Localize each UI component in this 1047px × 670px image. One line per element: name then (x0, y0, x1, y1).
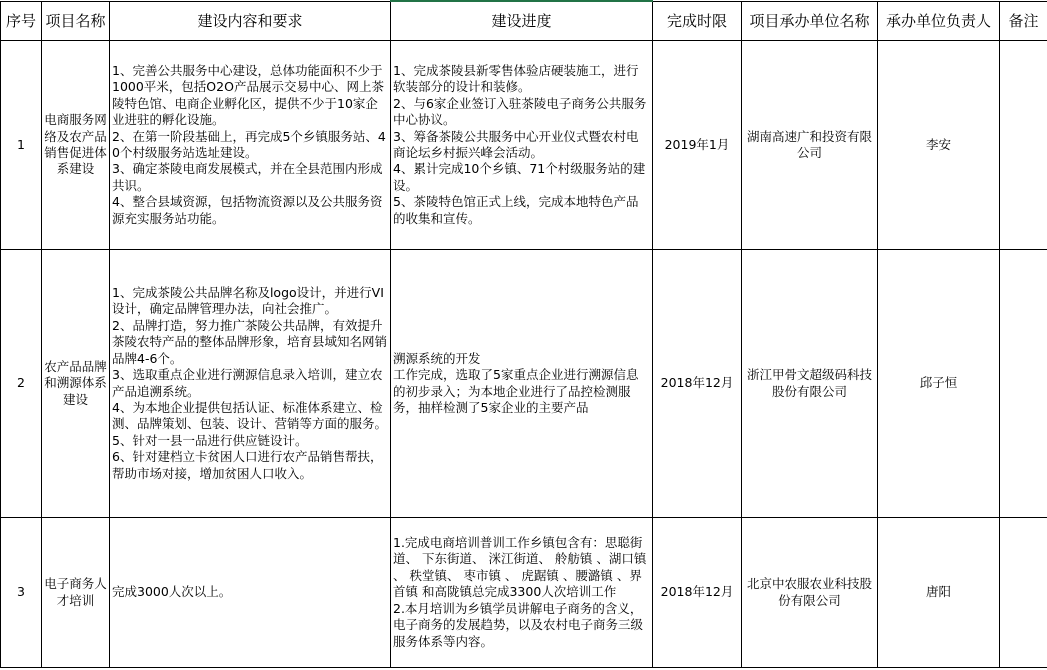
header-progress[interactable]: 建设进度 (391, 1, 653, 41)
cell-person[interactable]: 邱子恒 (878, 250, 1000, 518)
cell-content[interactable]: 完成3000人次以上。 (110, 518, 391, 668)
header-person[interactable]: 承办单位负责人 (878, 1, 1000, 41)
cell-progress[interactable]: 1.完成电商培训普训工作乡镇包含有：思聪街道、 下东街道、 洣江街道、 舲舫镇 、湖口镇 、 秩堂镇、 枣市镇 、 虎踞镇 、腰潞镇 、界首镇 和高陇镇总完成3300人次培训工作 2.本月培训为乡镇学员讲解电子商务的含义，电子商务的发展趋势，以及农村电子商务三级服务体系等内容。 (391, 518, 653, 668)
cell-note[interactable] (1000, 41, 1047, 250)
cell-org[interactable]: 浙江甲骨文超级码科技股份有限公司 (742, 250, 878, 518)
cell-person[interactable]: 李安 (878, 41, 1000, 250)
cell-content[interactable]: 1、完成茶陵公共品牌名称及logo设计，并进行VI设计，确定品牌管理办法，向社会推广。 2、品牌打造，努力推广茶陵公共品牌，有效提升茶陵农特产品的整体品牌形象，培育县域知名网销品牌4-6个。 3、选取重点企业进行溯源信息录入培训，建立农产品追溯系统。 4、为本地企业提供包括认证、标准体系建立、检测、品牌策划、包装、设计、营销等方面的服务。 5、针对一县一品进行供应链设计。 6、针对建档立卡贫困人口进行农产品销售帮扶，帮助市场对接，增加贫困人口收入。 (110, 250, 391, 518)
header-note[interactable]: 备注 (1000, 1, 1047, 41)
cell-note[interactable] (1000, 250, 1047, 518)
cell-person[interactable]: 唐阳 (878, 518, 1000, 668)
cell-project-name[interactable]: 电子商务人才培训 (42, 518, 110, 668)
header-content[interactable]: 建设内容和要求 (110, 1, 391, 41)
cell-project-name[interactable]: 电商服务网络及农产品销售促进体系建设 (42, 41, 110, 250)
header-org[interactable]: 项目承办单位名称 (742, 1, 878, 41)
cell-progress[interactable]: 溯源系统的开发 工作完成，选取了5家重点企业进行溯源信息的初步录入；为本地企业进行了品控检测服务，抽样检测了5家企业的主要产品 (391, 250, 653, 518)
cell-seq[interactable]: 1 (1, 41, 42, 250)
cell-progress[interactable]: 1、完成茶陵县新零售体验店硬装施工，进行软装部分的设计和装修。 2、与6家企业签订入驻茶陵电子商务公共服务中心协议。 3、筹备茶陵公共服务中心开业仪式暨农村电商论坛乡村振兴峰会活动。 4、累计完成10个乡镇、71个村级服务站的建设。 5、茶陵特色馆正式上线，完成本地特色产品的收集和宣传。 (391, 41, 653, 250)
cell-org[interactable]: 北京中农服农业科技股份有限公司 (742, 518, 878, 668)
header-row (1, 1, 1047, 41)
table-row (1, 250, 1047, 518)
cell-deadline[interactable]: 2018年12月 (653, 250, 742, 518)
cell-deadline[interactable]: 2018年12月 (653, 518, 742, 668)
cell-org[interactable]: 湖南高速广和投资有限公司 (742, 41, 878, 250)
table-row (1, 41, 1047, 250)
header-seq[interactable]: 序号 (1, 1, 42, 41)
header-project-name[interactable]: 项目名称 (42, 1, 110, 41)
cell-note[interactable] (1000, 518, 1047, 668)
cell-deadline[interactable]: 2019年1月 (653, 41, 742, 250)
cell-seq[interactable]: 2 (1, 250, 42, 518)
header-deadline[interactable]: 完成时限 (653, 1, 742, 41)
cell-content[interactable]: 1、完善公共服务中心建设，总体功能面积不少于1000平米，包括O2O产品展示交易中心、网上茶陵特色馆、电商企业孵化区，提供不少于10家企业进驻的孵化设施。 2、在第一阶段基础上，再完成5个乡镇服务站、40个村级服务站选址建设。 3、确定茶陵电商发展模式，并在全县范围内形成共识。 4、整合县域资源，包括物流资源以及公共服务资源充实服务站功能。 (110, 41, 391, 250)
cell-project-name[interactable]: 农产品品牌和溯源体系建设 (42, 250, 110, 518)
cell-seq[interactable]: 3 (1, 518, 42, 668)
table-row (1, 518, 1047, 668)
